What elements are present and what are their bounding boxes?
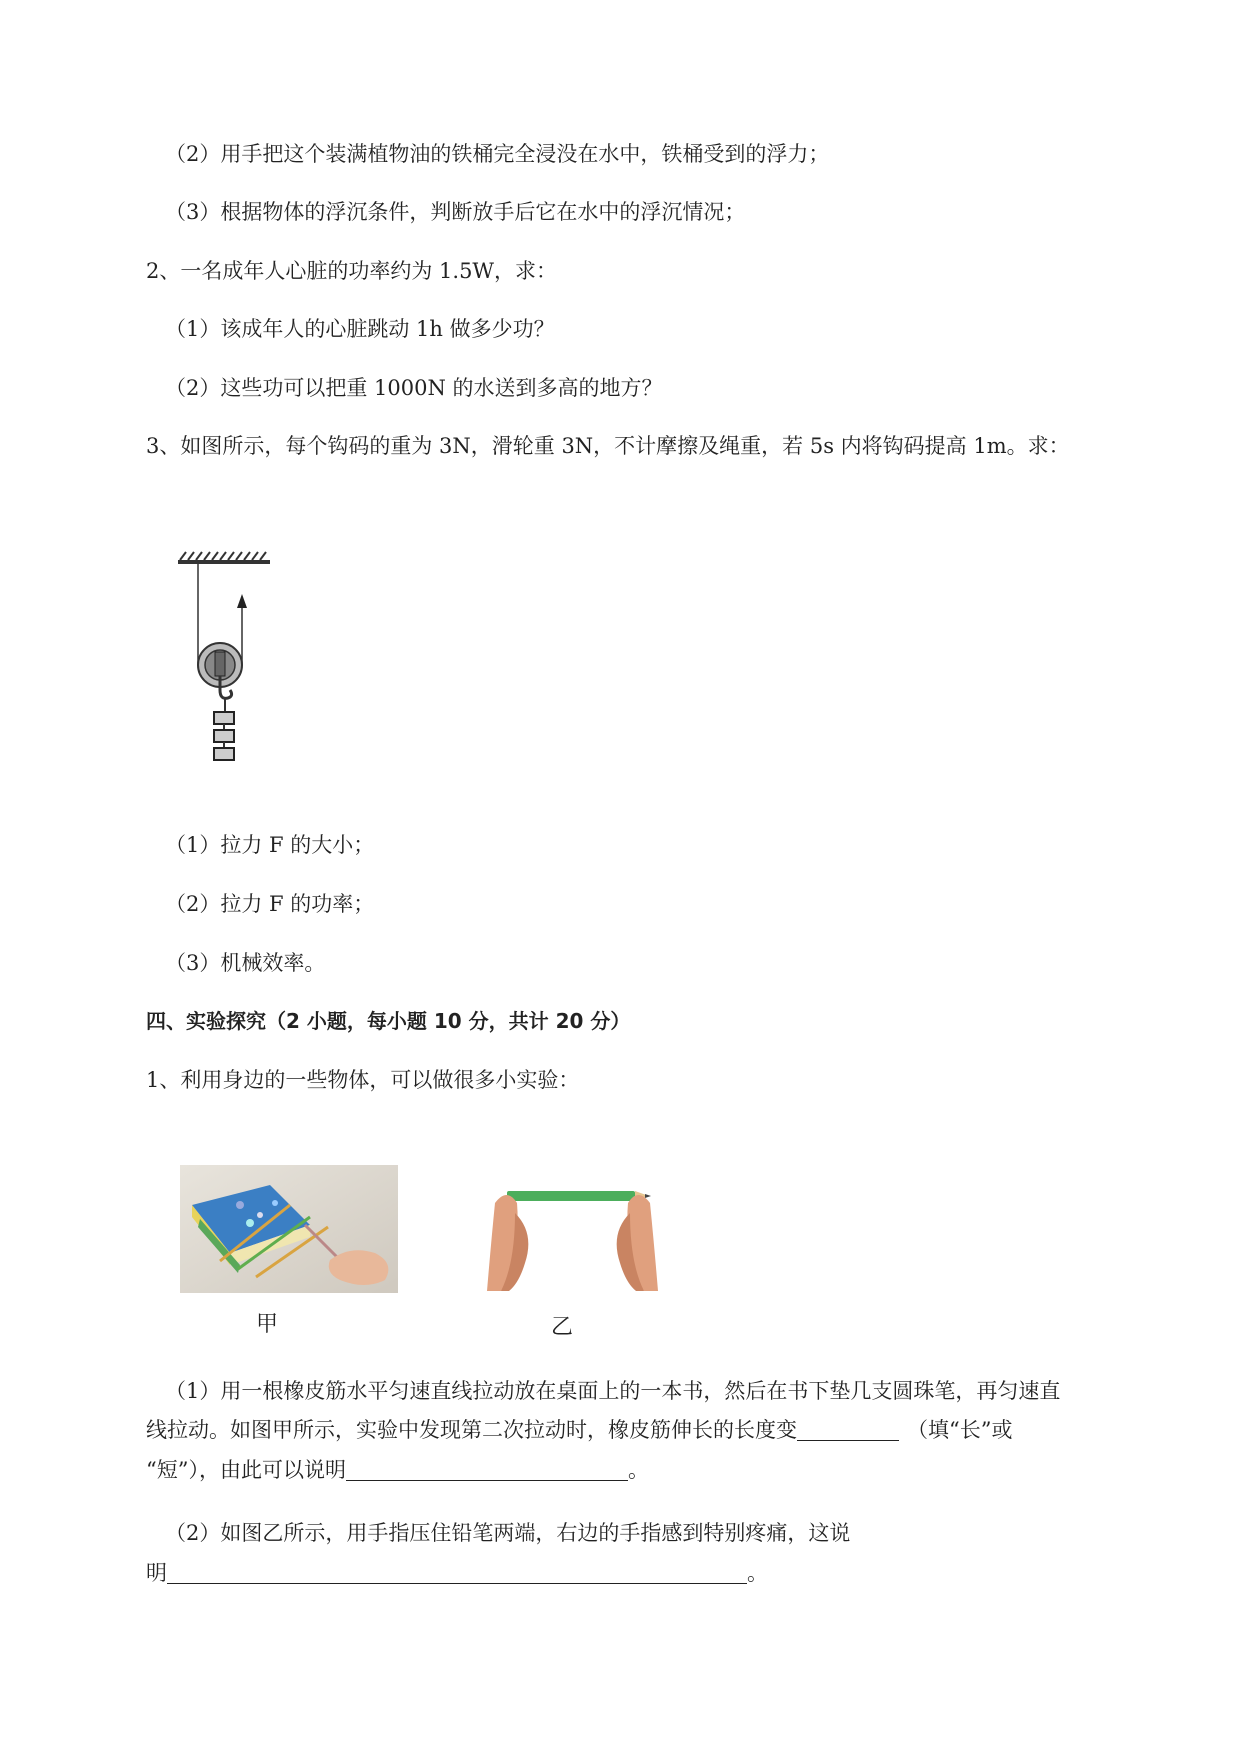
answer-blank-length[interactable] [797,1418,899,1441]
line-b-text-post: （填“长”或 [907,1418,1013,1442]
line-c-text-pre: “短”），由此可以说明 [146,1458,346,1482]
sub-question-3-2: （2）拉力 F 的功率； [165,892,375,916]
figure-yi-caption: 乙 [551,1315,574,1340]
section-4-heading: 四、实验探究（2 小题，每小题 10 分，共计 20 分） [146,1009,631,1033]
line-c-text-post: 。 [627,1458,649,1482]
experiment-1-1-line-c [146,1455,649,1485]
line-b-text-pre: 线拉动。如图甲所示，实验中发现第二次拉动时，橡皮筋伸长的长度变 [146,1418,797,1442]
sub-question-2-2: （2）这些功可以把重 1000N 的水送到多高的地方？ [165,376,663,400]
experiment-1-1-line-a: （1）用一根橡皮筋水平匀速直线拉动放在桌面上的一本书，然后在书下垫几支圆珠笔，再匀速直 [165,1379,1061,1403]
sub-question-1-3: （3）根据物体的浮沉条件，判断放手后它在水中的浮沉情况； [165,200,746,224]
line-2b-text-pre: 明 [146,1561,167,1585]
answer-blank-explanation-2[interactable] [167,1561,747,1584]
sub-question-3-3: （3）机械效率。 [165,951,326,975]
line-2b-text-post: 。 [747,1561,768,1585]
experiment-1-1-line-b [146,1415,1012,1445]
figure-jia-image [180,1165,398,1293]
question-2: 2、一名成年人心脏的功率约为 1.5W，求： [146,259,558,283]
question-3: 3、如图所示，每个钩码的重为 3N，滑轮重 3N，不计摩擦及绳重，若 5s 内将钩码提高 1m。求： [146,434,1070,458]
figure-yi-image [485,1183,660,1293]
sub-question-2-1: （1）该成年人的心脏跳动 1h 做多少功？ [165,317,555,341]
pulley-figure [170,550,280,780]
sub-question-3-1: （1）拉力 F 的大小； [165,833,375,857]
figure-jia-caption: 甲 [256,1312,279,1337]
experiment-1: 1、利用身边的一些物体，可以做很多小实验： [146,1068,580,1092]
experiment-1-2-line-a: （2）如图乙所示，用手指压住铅笔两端，右边的手指感到特别疼痛，这说 [165,1521,851,1545]
experiment-1-2-line-b [146,1558,768,1588]
answer-blank-explanation-1[interactable] [346,1458,628,1481]
sub-question-1-2: （2）用手把这个装满植物油的铁桶完全浸没在水中，铁桶受到的浮力； [165,142,830,166]
